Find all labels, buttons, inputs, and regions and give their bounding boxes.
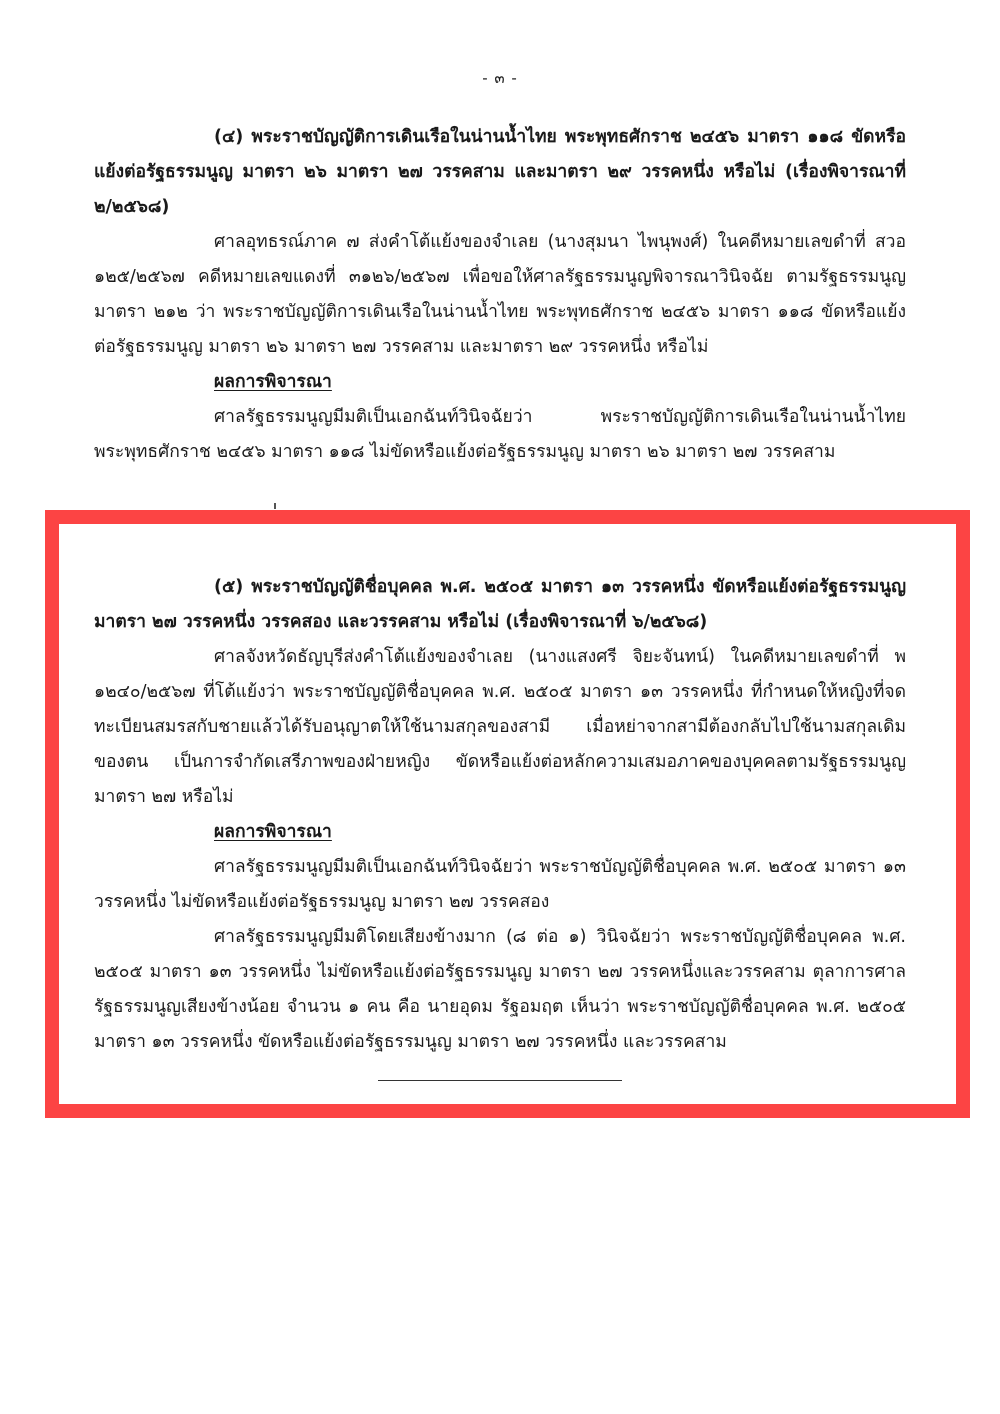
section-4-body: ศาลอุทธรณ์ภาค ๗ ส่งคำโต้แย้งของจำเลย (นางสุมนา ไพนุพงศ์) ในคดีหมายเลขดำที่ สวอ ๑๒๕/๒๕๖๗ คดีหมายเลขแดงที่ ๓๑๒๖/๒๕๖๗ เพื่อขอให้ศาลรัฐธรรมนูญพิจารณาวินิจฉัย ตามรัฐธรรมนูญ มาตรา ๒๑๒ ว่า พระราชบัญญัติการเดินเรือในน่านน้ำไทย พระพุทธศักราช ๒๔๕๖ มาตรา ๑๑๘ ขัดหรือแย้งต่อรัฐธรรมนูญ มาตรา ๒๖ มาตรา ๒๗ วรรคสาม และมาตรา ๒๙ วรรคหนึ่ง หรือไม่ — [94, 232, 906, 357]
section-5-result-1: ศาลรัฐธรรมนูญมีมติเป็นเอกฉันท์วินิจฉัยว่า พระราชบัญญัติชื่อบุคคล พ.ศ. ๒๕๐๕ มาตรา ๑๓ วรรคหนึ่ง ไม่ขัดหรือแย้งต่อรัฐธรรมนูญ มาตรา ๒๗ วรรคสอง — [94, 857, 906, 912]
section-4 — [94, 120, 906, 470]
stray-mark — [274, 503, 276, 509]
section-4-title: (๔) พระราชบัญญัติการเดินเรือในน่านน้ำไทย พระพุทธศักราช ๒๔๕๖ มาตรา ๑๑๘ ขัดหรือแย้งต่อรัฐธรรมนูญ มาตรา ๒๖ มาตรา ๒๗ วรรคสาม และมาตรา ๒๙ วรรคหนึ่ง หรือไม่ (เรื่องพิจารณาที่ ๒/๒๕๖๘) — [94, 127, 906, 217]
section-5 — [94, 570, 906, 1060]
section-5-title: (๕) พระราชบัญญัติชื่อบุคคล พ.ศ. ๒๕๐๕ มาตรา ๑๓ วรรคหนึ่ง ขัดหรือแย้งต่อรัฐธรรมนูญ มาตรา ๒๗ วรรคหนึ่ง วรรคสอง และวรรคสาม หรือไม่ (เรื่องพิจารณาที่ ๖/๒๕๖๘) — [94, 577, 906, 632]
section-4-result: ศาลรัฐธรรมนูญมีมติเป็นเอกฉันท์วินิจฉัยว่า พระราชบัญญัติการเดินเรือในน่านน้ำไทย พระพุทธศักราช ๒๔๕๖ มาตรา ๑๑๘ ไม่ขัดหรือแย้งต่อรัฐธรรมนูญ มาตรา ๒๖ มาตรา ๒๗ วรรคสาม — [94, 407, 906, 462]
page-number: - ๓ - — [482, 69, 518, 87]
section-4-result-heading: ผลการพิจารณา — [214, 372, 332, 392]
section-5-result-2: ศาลรัฐธรรมนูญมีมติโดยเสียงข้างมาก (๘ ต่อ ๑) วินิจฉัยว่า พระราชบัญญัติชื่อบุคคล พ.ศ. ๒๕๐๕ มาตรา ๑๓ วรรคหนึ่ง ไม่ขัดหรือแย้งต่อรัฐธรรมนูญ มาตรา ๒๗ วรรคหนึ่งและวรรคสาม ตุลาการศาลรัฐธรรมนูญเสียงข้างน้อย จำนวน ๑ คน คือ นายอุดม รัฐอมฤต เห็นว่า พระราชบัญญัติชื่อบุคคล พ.ศ. ๒๕๐๕ มาตรา ๑๓ วรรคหนึ่ง ขัดหรือแย้งต่อรัฐธรรมนูญ มาตรา ๒๗ วรรคหนึ่ง และวรรคสาม — [94, 927, 906, 1052]
end-rule — [378, 1080, 622, 1081]
section-5-body: ศาลจังหวัดธัญบุรีส่งคำโต้แย้งของจำเลย (นางแสงศรี จิยะจันทน์) ในคดีหมายเลขดำที่ พ ๑๒๔๐/๒๕๖๗ ที่โต้แย้งว่า พระราชบัญญัติชื่อบุคคล พ.ศ. ๒๕๐๕ มาตรา ๑๓ วรรคหนึ่ง ที่กำหนดให้หญิงที่จดทะเบียนสมรสกับชายแล้วได้รับอนุญาตให้ใช้นามสกุลของสามี เมื่อหย่าจากสามีต้องกลับไปใช้นามสกุลเดิมของตน เป็นการจำกัดเสรีภาพของฝ่ายหญิง ขัดหรือแย้งต่อหลักความเสมอภาคของบุคคลตามรัฐธรรมนูญ มาตรา ๒๗ หรือไม่ — [94, 647, 906, 807]
section-5-result-heading: ผลการพิจารณา — [214, 822, 332, 842]
